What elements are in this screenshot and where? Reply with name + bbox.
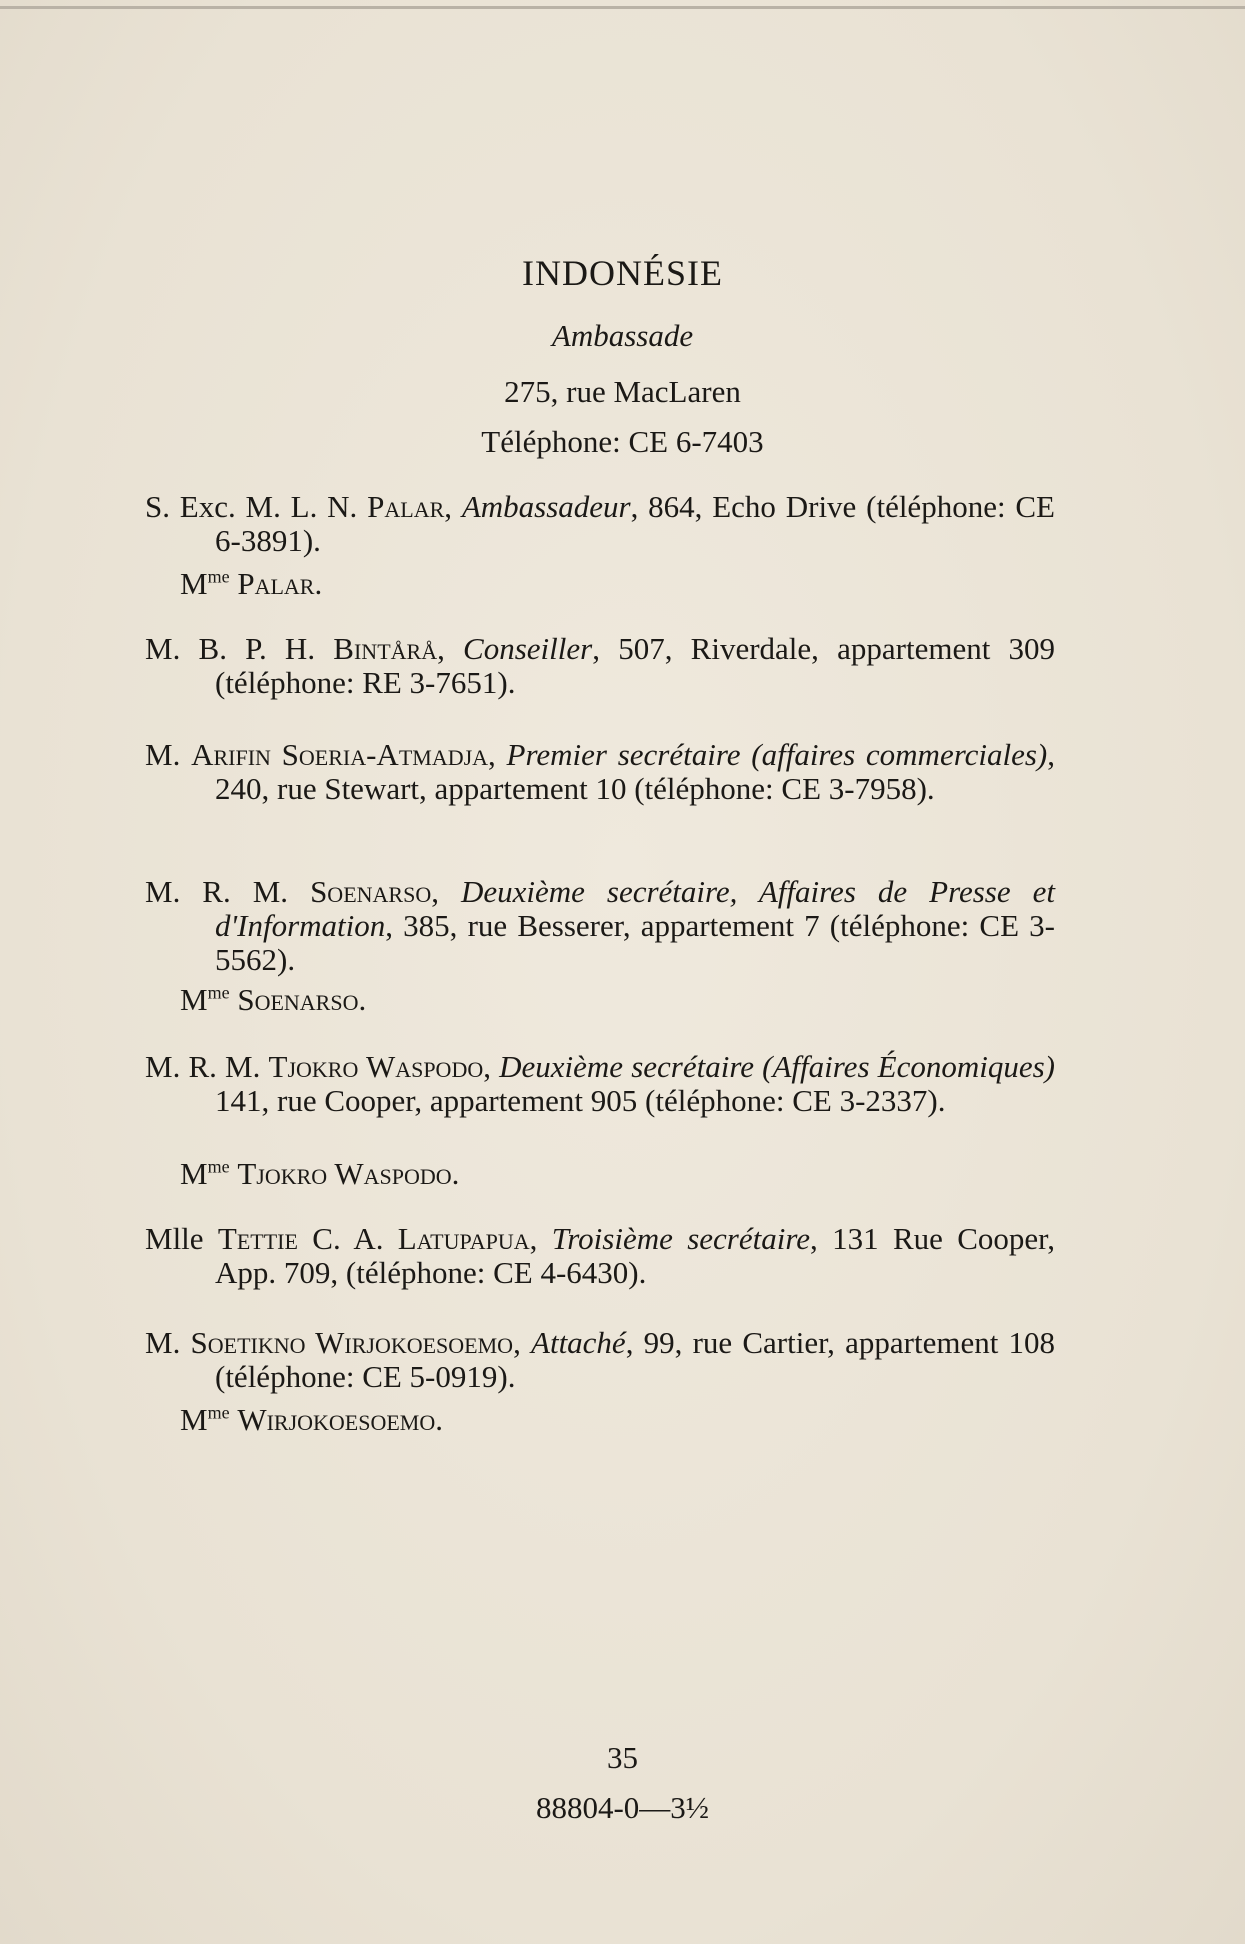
entry-prefix: M.: [145, 737, 181, 772]
entry-title: Attaché: [531, 1325, 626, 1360]
entry-prefix: M.: [145, 1325, 181, 1360]
spouse-entry: $M^{me}$ Soenarso.: [180, 982, 367, 1017]
entry-prefix: M. R. M.: [145, 1049, 261, 1084]
staff-entry: M. R. M. Tjokro Waspodo, Deuxième secrétaire (Affaires Économiques) 141, rue Cooper, appartement 905 (téléphone: CE 3-2337).: [145, 1049, 1056, 1118]
entry-title: Premier secrétaire (affaires commerciales): [506, 737, 1048, 772]
entry-name: Arifin Soeria-Atmadja: [191, 737, 489, 772]
entry-title: Troisième secrétaire: [551, 1221, 811, 1256]
entry-name: Palar: [367, 489, 445, 524]
entry-details: 240, rue Stewart, appartement 10 (téléphone: CE 3-7958).: [215, 771, 935, 806]
spouse-entry: $M^{me}$ Palar.: [180, 566, 323, 601]
entry-title: Deuxième secrétaire, Affaires de Presse et d'Information: [215, 874, 1056, 943]
entry-details: 864, Echo Drive (téléphone: CE 6-3891).: [215, 489, 1055, 558]
spouse-entry: $M^{me}$ Tjokro Waspodo.: [180, 1156, 460, 1191]
entry-prefix: M. B. P. H.: [145, 631, 316, 666]
page-number: 35: [607, 1740, 638, 1775]
entry-details: 99, rue Cartier, appartement 108 (téléphone: CE 5-0919).: [215, 1325, 1055, 1394]
embassy-telephone: Téléphone: CE 6-7403: [481, 424, 764, 459]
entry-prefix: Mlle: [145, 1221, 204, 1256]
entry-details: 385, rue Besserer, appartement 7 (téléphone: CE 3-5562).: [215, 908, 1055, 977]
entry-prefix: M. R. M.: [145, 874, 289, 909]
entry-name: Tjokro Waspodo: [268, 1049, 484, 1084]
staff-entry: M. Arifin Soeria-Atmadja, Premier secrétaire (affaires commerciales), 240, rue Stewart, appartement 10 (téléphone: CE 3-7958).: [145, 737, 1055, 806]
mission-type: Ambassade: [551, 318, 694, 353]
country-heading: INDONÉSIE: [522, 253, 723, 293]
entry-details: 141, rue Cooper, appartement 905 (téléphone: CE 3-2337).: [215, 1083, 946, 1118]
entry-prefix: S. Exc. M. L. N.: [145, 489, 358, 524]
entry-title: Conseiller: [463, 631, 593, 666]
staff-entry: M. R. M. Soenarso, Deuxième secrétaire, Affaires de Presse et d'Information, 385, rue Besserer, appartement 7 (téléphone: CE 3-5562).: [145, 874, 1056, 977]
staff-entry: M. Soetikno Wirjokoesoemo, Attaché, 99, rue Cartier, appartement 108 (téléphone: CE 5-0919).: [145, 1325, 1055, 1394]
entry-name: Bintårå: [333, 631, 438, 666]
staff-entry: M. B. P. H. Bintårå, Conseiller, 507, Riverdale, appartement 309 (téléphone: RE 3-7651).: [145, 631, 1056, 700]
entry-details: 131 Rue Cooper, App. 709, (téléphone: CE 4-6430).: [215, 1221, 1055, 1290]
entry-name: Soenarso: [310, 874, 432, 909]
page-edge-line: [0, 6, 1245, 9]
embassy-address: 275, rue MacLaren: [504, 374, 741, 409]
entry-details: 507, Riverdale, appartement 309 (téléphone: RE 3-7651).: [215, 631, 1056, 700]
entry-name: Tettie C. A. Latupapua: [217, 1221, 530, 1256]
staff-entry: Mlle Tettie C. A. Latupapua, Troisième secrétaire, 131 Rue Cooper, App. 709, (téléphone: CE 4-6430).: [145, 1221, 1055, 1290]
print-code: 88804-0—3½: [535, 1790, 710, 1825]
spouse-entry: $M^{me}$ Wirjokoesoemo.: [180, 1402, 444, 1437]
entry-title: Ambassadeur: [461, 489, 631, 524]
entry-title: Deuxième secrétaire (Affaires Économiques): [499, 1049, 1056, 1084]
staff-entry: S. Exc. M. L. N. Palar, Ambassadeur, 864, Echo Drive (téléphone: CE 6-3891).: [145, 489, 1055, 558]
entry-name: Soetikno Wirjokoesoemo: [190, 1325, 514, 1360]
